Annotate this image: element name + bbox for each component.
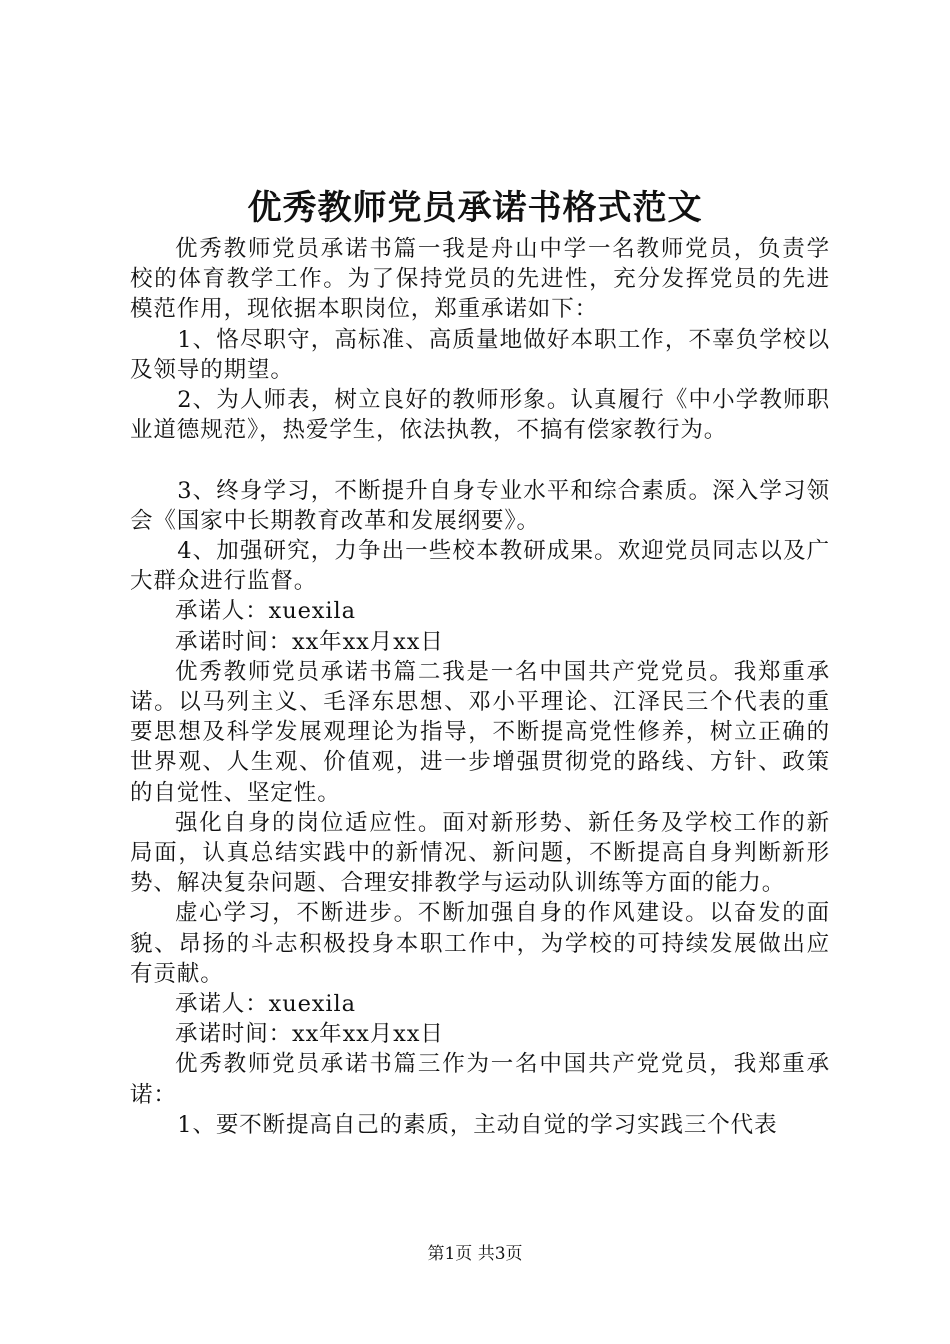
date-line: 承诺时间：xx年xx月xx日 (175, 1021, 444, 1048)
paragraph: 优秀教师党员承诺书篇一我是舟山中学一名教师党员，负责学校的体育教学工作。为了保持党员的先进性，充分发挥党员的先进模范作用，现依据本职岗位，郑重承诺如下： (130, 236, 830, 323)
paragraph: 强化自身的岗位适应性。面对新形势、新任务及学校工作的新局面，认真总结实践中的新情况、新问题，不断提高自身判断新形势、解决复杂问题、合理安排教学与运动队训练等方面的能力。 (130, 809, 830, 897)
paragraph: 1、要不断提高自己的素质，主动自觉的学习实践三个代表 (177, 1111, 778, 1138)
date-line: 承诺时间：xx年xx月xx日 (175, 628, 444, 655)
paragraph: 虚心学习，不断进步。不断加强自身的作风建设。以奋发的面貌、昂扬的斗志积极投身本职工作中，为学校的可持续发展做出应有贡献。 (130, 900, 830, 987)
paragraph: 2、为人师表，树立良好的教师形象。认真履行《中小学教师职业道德规范》，热爱学生，依法执教，不搞有偿家教行为。 (130, 387, 830, 444)
paragraph: 优秀教师党员承诺书篇二我是一名中国共产党党员。我郑重承诺。以马列主义、毛泽东思想、邓小平理论、江泽民三个代表的重要思想及科学发展观理论为指导，不断提高党性修养，树立正确的世界观、人生观、价值观，进一步增强贯彻党的路线、方针、政策的自觉性、坚定性。 (130, 658, 830, 806)
page-footer: 第1页 共3页 (427, 1244, 523, 1264)
paragraph: 3、终身学习，不断提升自身专业水平和综合素质。深入学习领会《国家中长期教育改革和发展纲要》。 (130, 477, 830, 534)
paragraph: 4、加强研究，力争出一些校本教研成果。欢迎党员同志以及广大群众进行监督。 (130, 538, 830, 595)
signatory-line: 承诺人：xuexila (175, 598, 356, 625)
paragraph: 1、恪尽职守，高标准、高质量地做好本职工作，不辜负学校以及领导的期望。 (130, 326, 830, 383)
signatory-line: 承诺人：xuexila (175, 991, 356, 1018)
blank-line (130, 445, 830, 475)
paragraph: 优秀教师党员承诺书篇三作为一名中国共产党党员，我郑重承诺： (130, 1051, 830, 1108)
document-title: 优秀教师党员承诺书格式范文 (247, 188, 703, 228)
document-body (130, 234, 830, 1140)
